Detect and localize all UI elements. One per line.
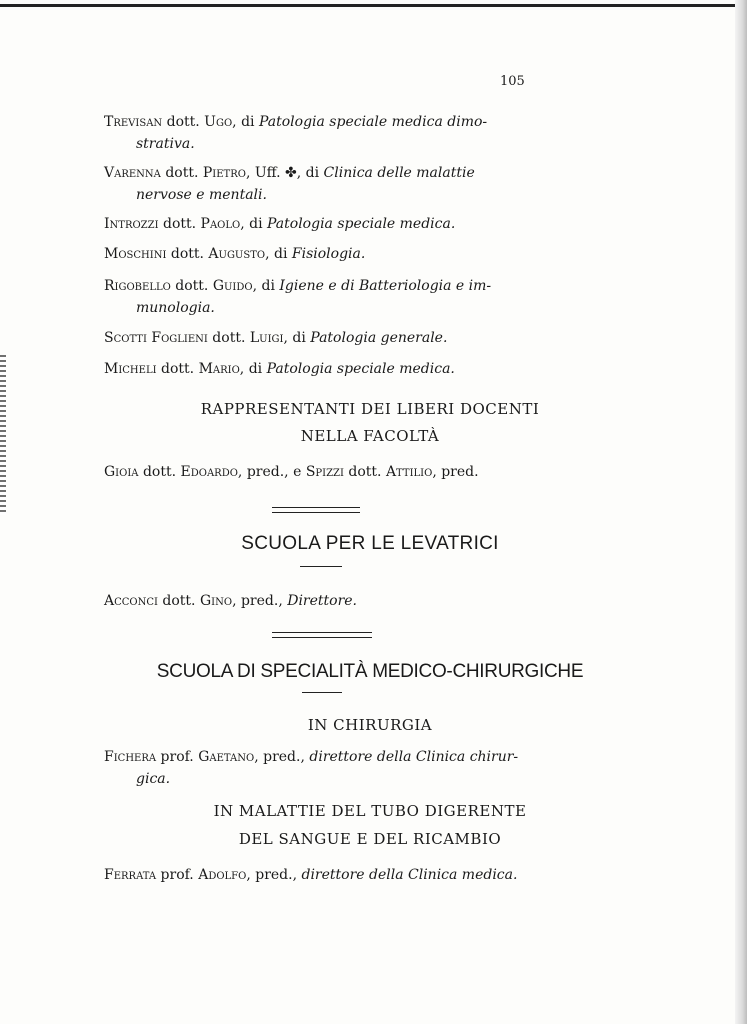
surname: Rigobello bbox=[104, 278, 171, 294]
joiner-text: , di bbox=[240, 216, 268, 232]
joiner-text: , Uff. ✤, di bbox=[245, 165, 324, 181]
joiner-text: , di bbox=[252, 278, 280, 294]
section-heading-specialita: SCUOLA DI SPECIALITÀ MEDICO-CHIRURGICHE bbox=[156, 661, 584, 682]
surname: Introzzi bbox=[104, 216, 159, 232]
given-name: Ugo bbox=[204, 114, 233, 130]
joiner-text: , di bbox=[283, 330, 311, 346]
surname: Gioia bbox=[104, 464, 139, 480]
title-text: dott. bbox=[207, 330, 250, 346]
faculty-entry-micheli bbox=[104, 358, 544, 380]
page-edge-shadow bbox=[735, 0, 747, 1024]
joiner-text: , pred., bbox=[232, 593, 288, 609]
levatrici-entry bbox=[104, 590, 544, 612]
section-heading-levatrici: SCUOLA PER LE LEVATRICI bbox=[241, 533, 499, 554]
given-name: Gino bbox=[199, 593, 233, 609]
binding-marks bbox=[0, 355, 6, 515]
section-heading-rappresentanti: RAPPRESENTANTI DEI LIBERI DOCENTI bbox=[200, 400, 540, 418]
faculty-entry-scotti-foglieni bbox=[104, 327, 544, 349]
title-text: dott. bbox=[158, 216, 201, 232]
role: Direttore. bbox=[287, 593, 358, 609]
surname: Micheli bbox=[104, 361, 157, 377]
role: direttore della Clinica medica. bbox=[301, 867, 518, 883]
joiner-text: , di bbox=[232, 114, 259, 130]
digerente-entry bbox=[104, 864, 544, 886]
subject-continuation: munologia. bbox=[136, 300, 215, 316]
surname: Trevisan bbox=[104, 114, 163, 130]
faculty-entry-rigobello bbox=[104, 275, 544, 319]
surname: Ferrata bbox=[104, 867, 157, 883]
heading-underline bbox=[300, 566, 342, 567]
subject: Igiene e di Batteriologia e im- bbox=[279, 278, 492, 294]
title-text: dott. bbox=[138, 464, 181, 480]
top-border-rule bbox=[0, 4, 747, 7]
given-name: Adolfo bbox=[198, 867, 247, 883]
surname: Varenna bbox=[104, 165, 161, 181]
given-name: Guido bbox=[212, 278, 253, 294]
subject: Fisiologia. bbox=[291, 246, 366, 262]
surname: Acconci bbox=[104, 593, 158, 609]
surname: Scotti Foglieni bbox=[104, 330, 208, 346]
subject: Patologia speciale medica. bbox=[267, 216, 456, 232]
surname: Spizzi bbox=[305, 464, 344, 480]
joiner-text: , pred., bbox=[254, 749, 310, 765]
subject: Clinica delle malattie bbox=[323, 165, 475, 181]
title-text: dott. bbox=[157, 593, 200, 609]
subject-continuation: nervose e mentali. bbox=[136, 187, 267, 203]
subject-continuation: strativa. bbox=[136, 136, 195, 152]
title-text: dott. bbox=[162, 114, 205, 130]
given-name: Attilio bbox=[385, 464, 433, 480]
title-text: dott. bbox=[160, 165, 203, 181]
title-text: dott. bbox=[156, 361, 199, 377]
title-text: dott. bbox=[166, 246, 209, 262]
title-text: dott. bbox=[170, 278, 213, 294]
subsection-heading-digerente: IN MALATTIE DEL TUBO DIGERENTE bbox=[213, 802, 527, 820]
surname: Moschini bbox=[104, 246, 167, 262]
joiner-text: , pred., e bbox=[237, 464, 306, 480]
given-name: Pietro bbox=[202, 165, 246, 181]
section-divider-double bbox=[272, 507, 360, 513]
joiner-text: , di bbox=[265, 246, 292, 262]
faculty-entry-introzzi bbox=[104, 213, 544, 235]
joiner-text: , pred., bbox=[246, 867, 302, 883]
role-continuation: gica. bbox=[136, 771, 171, 787]
given-name: Mario bbox=[198, 361, 240, 377]
subsection-heading-sangue-ricambio: DEL SANGUE E DEL RICAMBIO bbox=[238, 830, 502, 848]
faculty-entry-trevisan bbox=[104, 111, 544, 155]
given-name: Augusto bbox=[208, 246, 266, 262]
section-divider-double bbox=[272, 632, 372, 638]
faculty-entry-varenna bbox=[104, 162, 544, 206]
subject: Patologia speciale medica. bbox=[266, 361, 455, 377]
title-text: dott. bbox=[343, 464, 386, 480]
chirurgia-entry bbox=[104, 746, 544, 790]
given-name: Luigi bbox=[249, 330, 284, 346]
title-text: prof. bbox=[156, 867, 199, 883]
given-name: Gaetano bbox=[198, 749, 255, 765]
faculty-entry-moschini bbox=[104, 243, 544, 265]
surname: Fichera bbox=[104, 749, 157, 765]
given-name: Paolo bbox=[200, 216, 241, 232]
role: direttore della Clinica chirur- bbox=[309, 749, 519, 765]
page-number: 105 bbox=[500, 74, 525, 89]
title-text: prof. bbox=[156, 749, 199, 765]
heading-underline bbox=[302, 692, 342, 693]
section-heading-nella-facolta: NELLA FACOLTÀ bbox=[300, 427, 440, 445]
joiner-text: , di bbox=[239, 361, 267, 377]
subject: Patologia speciale medica dimo- bbox=[258, 114, 488, 130]
subject: Patologia generale. bbox=[310, 330, 448, 346]
given-name: Edoardo bbox=[180, 464, 238, 480]
joiner-text: , pred. bbox=[432, 464, 479, 480]
subsection-heading-chirurgia: IN CHIRURGIA bbox=[307, 716, 433, 734]
representatives-entry bbox=[104, 461, 544, 483]
